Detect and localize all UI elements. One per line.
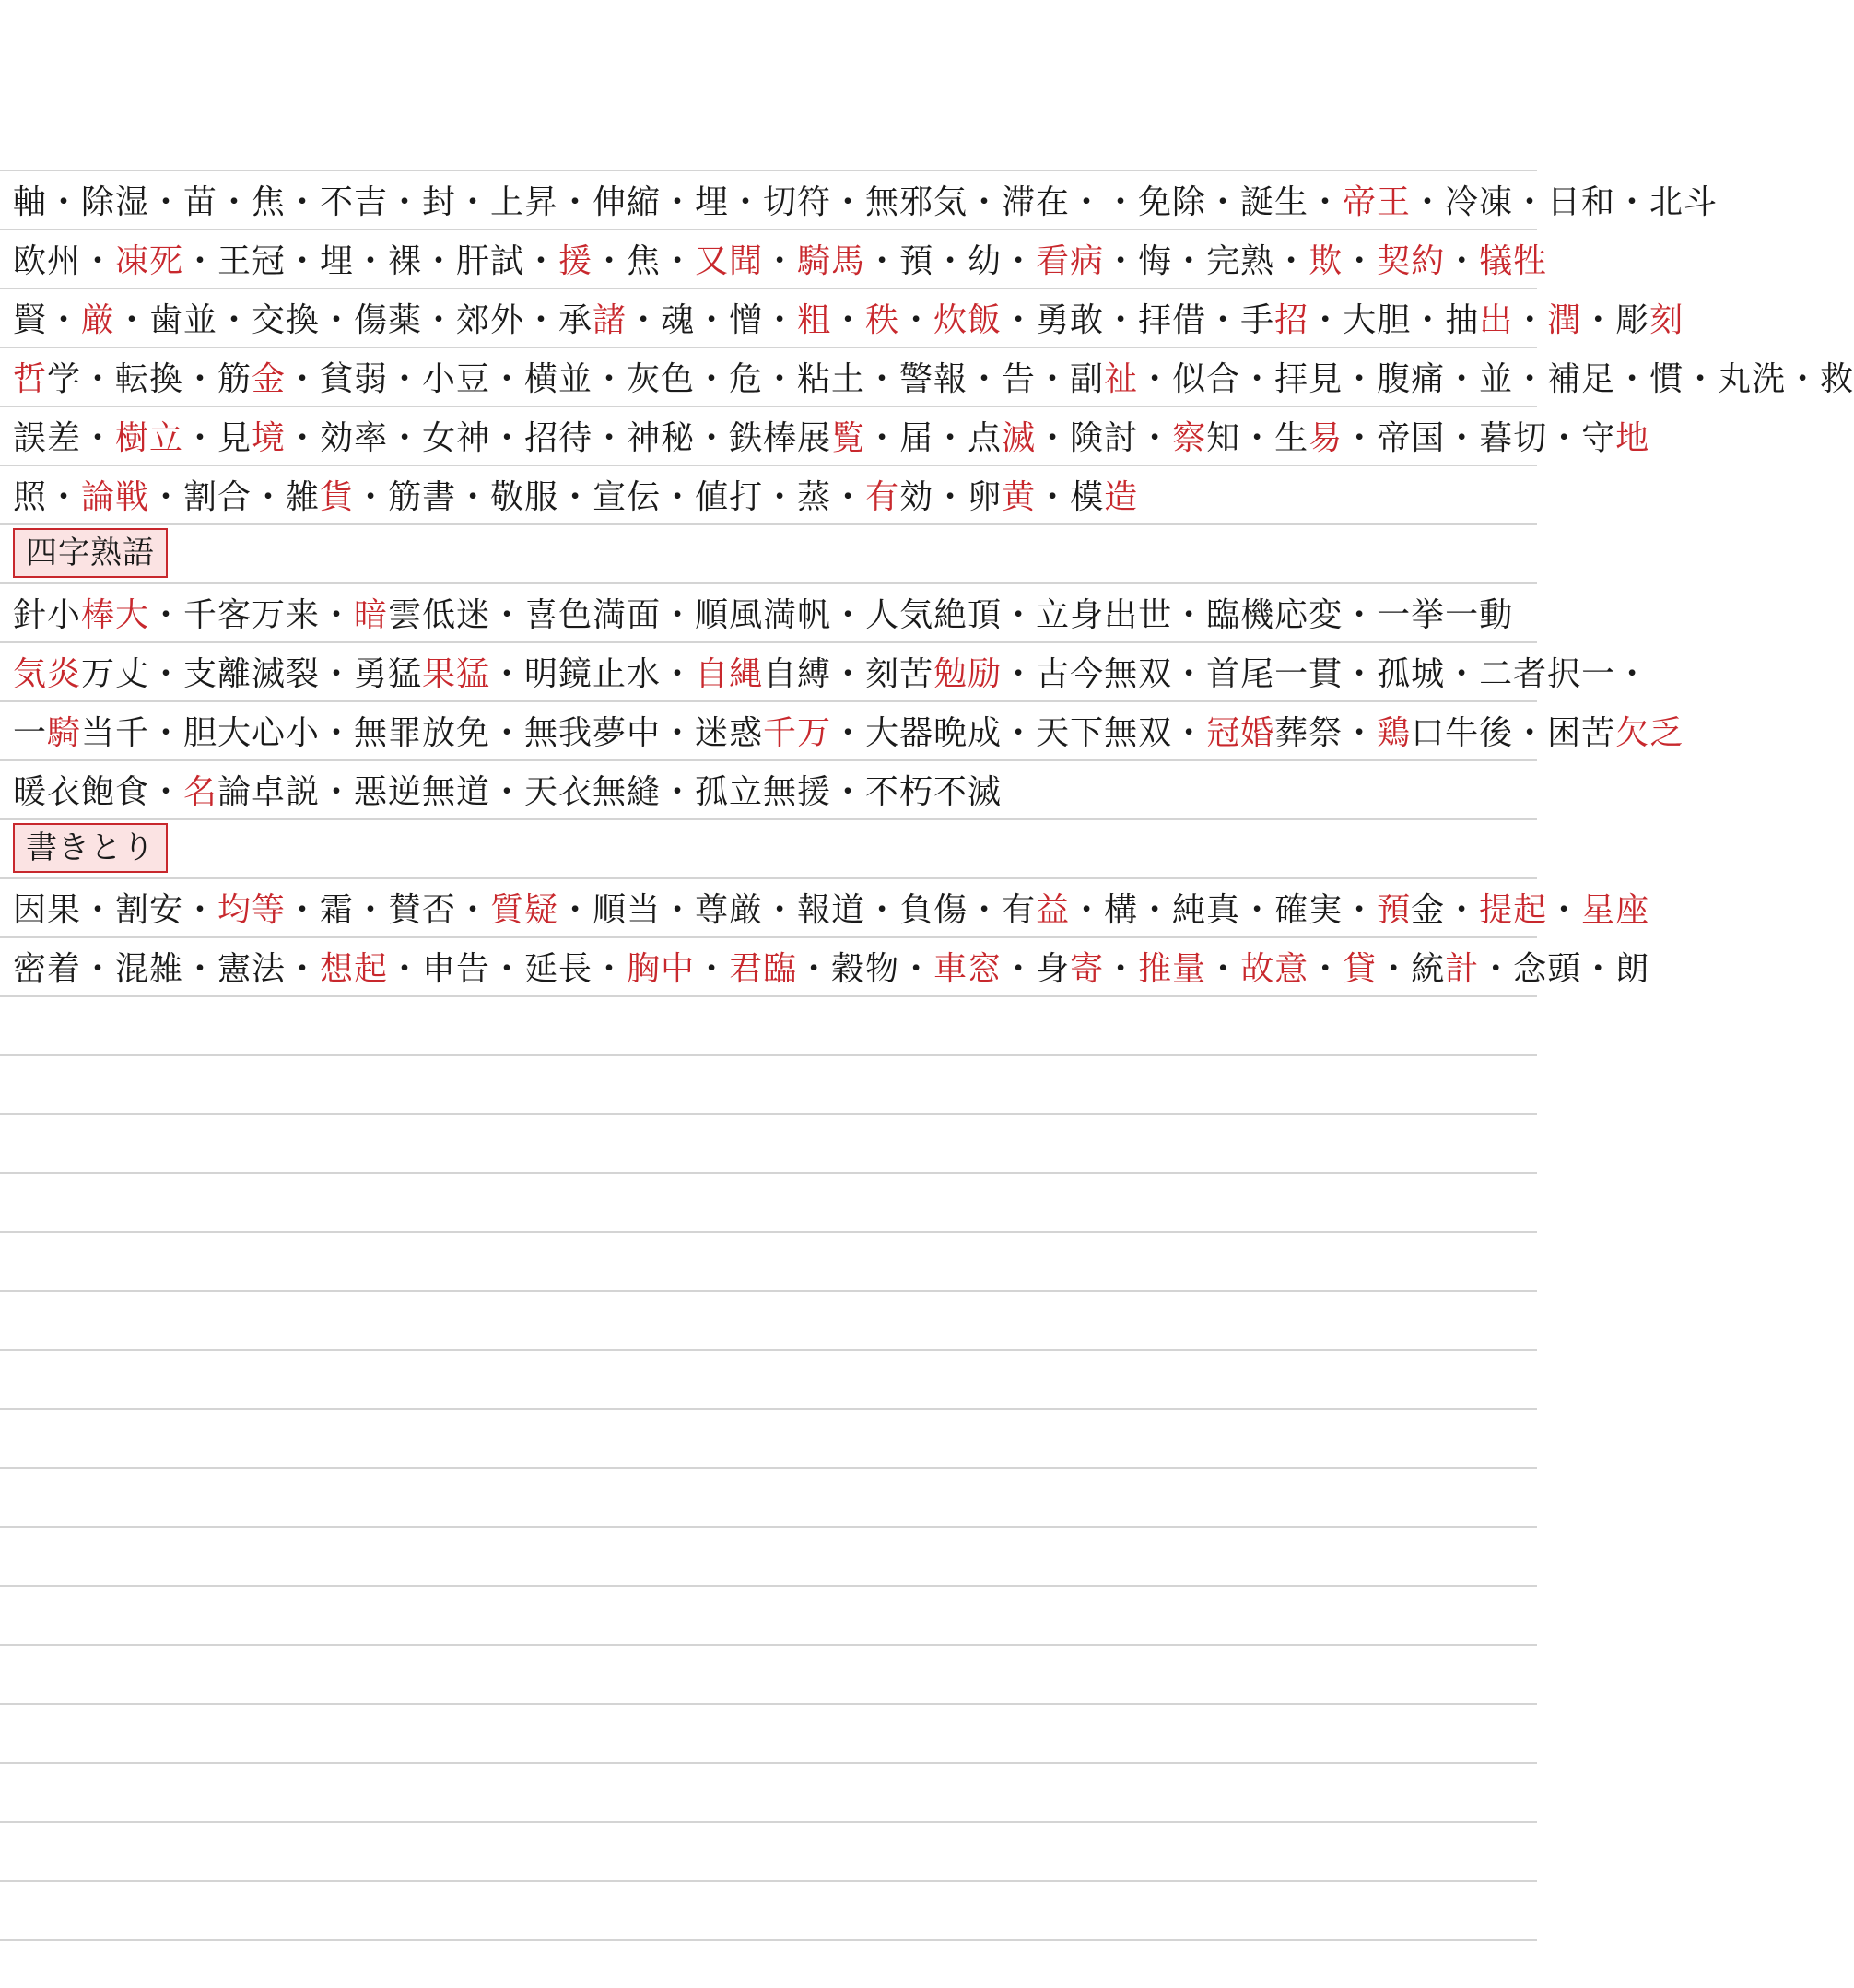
red-text-segment: 秩	[865, 300, 900, 339]
text-line	[0, 347, 1854, 406]
red-text-segment: 炊飯	[933, 300, 1003, 339]
section-heading-row	[0, 523, 1537, 582]
red-text-segment: 推量	[1138, 949, 1207, 988]
text-segment: 論卓説・悪逆無道・天衣無縫・孤立無援・不朽不滅	[217, 772, 1003, 811]
red-text-segment: 自縄	[695, 654, 764, 693]
section-label-yojijukugo: 四字熟語	[13, 528, 168, 578]
text-line	[0, 700, 1684, 759]
text-segment: ・古今無双・首尾一貫・孤城・二者択一・	[1002, 654, 1650, 693]
rule-line	[0, 1526, 1537, 1528]
text-segment: ・歯並・交換・傷薬・郊外・承	[115, 300, 593, 339]
red-text-segment: 預	[1377, 890, 1412, 929]
text-line	[0, 229, 1548, 288]
text-segment: ・	[1547, 890, 1582, 929]
text-segment: 一	[13, 713, 48, 752]
text-segment: ・	[763, 241, 798, 280]
text-segment: ・	[1308, 949, 1344, 988]
text-segment: 針小	[13, 595, 82, 634]
red-text-segment: 鶏	[1377, 713, 1412, 752]
red-text-segment: 境	[252, 418, 287, 457]
red-text-segment: 星座	[1581, 890, 1650, 929]
text-segment: 金・	[1411, 890, 1480, 929]
red-text-segment: 潤	[1547, 300, 1582, 339]
text-line	[0, 406, 1650, 465]
red-text-segment: 気炎	[13, 654, 82, 693]
red-text-segment: 哲	[13, 359, 48, 398]
red-text-segment: 寄	[1070, 949, 1105, 988]
rule-line	[0, 1467, 1537, 1469]
red-text-segment: 地	[1615, 418, 1650, 457]
red-text-segment: 胸中	[627, 949, 696, 988]
text-segment: ・	[831, 300, 866, 339]
text-line	[0, 759, 1537, 818]
text-segment: 自縛・刻苦	[763, 654, 934, 693]
red-text-segment: 招	[1274, 300, 1309, 339]
rule-line	[0, 1113, 1537, 1115]
text-segment: 欧州・	[13, 241, 116, 280]
text-segment: ・穀物・	[797, 949, 934, 988]
red-text-segment: 樹立	[115, 418, 184, 457]
red-text-segment: 騎	[47, 713, 82, 752]
text-segment: ・冷凍・日和・北斗	[1411, 182, 1719, 221]
red-text-segment: 滅	[1002, 418, 1037, 457]
red-text-segment: 故意	[1240, 949, 1309, 988]
red-text-segment: 君臨	[729, 949, 798, 988]
text-segment: 照・	[13, 477, 82, 516]
text-line	[0, 936, 1650, 995]
text-segment: ・	[1206, 949, 1241, 988]
rule-line	[0, 1585, 1537, 1587]
red-text-segment: 千万	[763, 713, 832, 752]
red-text-segment: 祉	[1104, 359, 1139, 398]
text-segment: ・順当・尊厳・報道・負傷・有	[558, 890, 1037, 929]
text-line	[0, 288, 1684, 347]
text-segment: ・	[1513, 300, 1548, 339]
text-segment: ・模	[1036, 477, 1105, 516]
text-segment: ・	[1104, 949, 1139, 988]
text-segment: ・	[899, 300, 934, 339]
red-text-segment: 果猛	[422, 654, 491, 693]
rule-line	[0, 1408, 1537, 1410]
rule-line	[0, 1290, 1537, 1292]
red-text-segment: 犠牲	[1479, 241, 1548, 280]
text-segment: ・構・純真・確実・	[1070, 890, 1378, 929]
text-segment: 口牛後・困苦	[1411, 713, 1616, 752]
rule-line	[0, 1762, 1537, 1764]
red-text-segment: 欠乏	[1615, 713, 1684, 752]
text-line	[0, 465, 1537, 523]
red-text-segment: 契約	[1377, 241, 1446, 280]
red-text-segment: 援	[558, 241, 593, 280]
text-segment: ・統	[1377, 949, 1446, 988]
text-segment: ・見	[183, 418, 252, 457]
rule-line	[0, 1054, 1537, 1056]
text-segment: ・勇敢・拝借・手	[1002, 300, 1275, 339]
text-segment: ・身	[1002, 949, 1071, 988]
section-heading-row	[0, 818, 1537, 877]
text-segment: ・王冠・埋・裸・肝試・	[183, 241, 559, 280]
text-segment: ・魂・憎・	[627, 300, 798, 339]
text-segment: ・	[1343, 241, 1378, 280]
red-text-segment: 造	[1104, 477, 1139, 516]
text-segment: ・帝国・暮切・守	[1343, 418, 1616, 457]
red-text-segment: 易	[1308, 418, 1344, 457]
red-text-segment: 凍死	[115, 241, 184, 280]
rule-line	[0, 1939, 1537, 1941]
text-segment: 葬祭・	[1274, 713, 1378, 752]
red-text-segment: 黄	[1002, 477, 1037, 516]
red-text-segment: 有	[865, 477, 900, 516]
text-segment: ・申告・延長・	[388, 949, 628, 988]
red-text-segment: 又聞	[695, 241, 764, 280]
text-line	[0, 641, 1650, 700]
rule-line	[0, 995, 1537, 997]
text-segment: 学・転換・筋	[47, 359, 252, 398]
red-text-segment: 騎馬	[797, 241, 866, 280]
red-text-segment: 看病	[1036, 241, 1105, 280]
text-segment: ・大胆・抽	[1308, 300, 1480, 339]
text-segment: 賢・	[13, 300, 82, 339]
red-text-segment: 均等	[217, 890, 287, 929]
red-text-segment: 欺	[1308, 241, 1344, 280]
text-line	[0, 170, 1719, 229]
red-text-segment: 暗	[354, 595, 389, 634]
text-segment: ・焦・	[593, 241, 696, 280]
red-text-segment: 論戦	[81, 477, 150, 516]
red-text-segment: 冠婚	[1206, 713, 1275, 752]
text-segment: ・彫	[1581, 300, 1650, 339]
red-text-segment: 計	[1445, 949, 1480, 988]
text-segment: ・効率・女神・招待・神秘・鉄棒展	[286, 418, 832, 457]
text-line	[0, 582, 1537, 641]
rule-line	[0, 1880, 1537, 1882]
text-segment: 因果・割安・	[13, 890, 218, 929]
red-text-segment: 金	[252, 359, 287, 398]
red-text-segment: 名	[183, 772, 218, 811]
section-label-kakitori: 書きとり	[13, 823, 168, 873]
rule-line	[0, 1644, 1537, 1646]
red-text-segment: 粗	[797, 300, 832, 339]
text-segment: ・割合・雑	[149, 477, 321, 516]
text-segment: 暖衣飽食・	[13, 772, 184, 811]
text-segment: ・筋書・敬服・宣伝・値打・蒸・	[354, 477, 866, 516]
red-text-segment: 帝王	[1343, 182, 1412, 221]
red-text-segment: 提起	[1479, 890, 1548, 929]
text-segment: ・大器晩成・天下無双・	[831, 713, 1207, 752]
rule-line	[0, 1703, 1537, 1705]
rule-line	[0, 1231, 1537, 1233]
text-segment: ・明鏡止水・	[490, 654, 696, 693]
text-segment: 雲低迷・喜色満面・順風満帆・人気絶頂・立身出世・臨機応変・一挙一動	[388, 595, 1514, 634]
text-segment: ・似合・拝見・腹痛・並・補足・慣・丸洗・救	[1138, 359, 1854, 398]
text-segment: 軸・除湿・苗・焦・不吉・封・上昇・伸縮・埋・切符・無邪気・滞在・・免除・誕生・	[13, 182, 1344, 221]
text-segment: ・預・幼・	[865, 241, 1037, 280]
text-segment: 知・生	[1206, 418, 1309, 457]
red-text-segment: 質疑	[490, 890, 559, 929]
text-segment: ・	[1445, 241, 1480, 280]
text-line	[0, 877, 1650, 936]
text-segment: ・	[695, 949, 730, 988]
text-segment: ・届・点	[865, 418, 1003, 457]
red-text-segment: 覧	[831, 418, 866, 457]
red-text-segment: 益	[1036, 890, 1071, 929]
red-text-segment: 貨	[320, 477, 355, 516]
red-text-segment: 勉励	[933, 654, 1003, 693]
text-segment: 当千・胆大心小・無罪放免・無我夢中・迷惑	[81, 713, 764, 752]
text-segment: 効・卵	[899, 477, 1003, 516]
red-text-segment: 厳	[81, 300, 116, 339]
text-segment: ・貧弱・小豆・横並・灰色・危・粘土・警報・告・副	[286, 359, 1105, 398]
text-segment: 万丈・支離滅裂・勇猛	[81, 654, 423, 693]
text-segment: 誤差・	[13, 418, 116, 457]
text-segment: 密着・混雑・憲法・	[13, 949, 321, 988]
red-text-segment: 貸	[1343, 949, 1378, 988]
red-text-segment: 察	[1172, 418, 1207, 457]
red-text-segment: 棒大	[81, 595, 150, 634]
text-segment: ・千客万来・	[149, 595, 355, 634]
text-segment: ・念頭・朗	[1479, 949, 1650, 988]
text-segment: ・険討・	[1036, 418, 1173, 457]
red-text-segment: 車窓	[933, 949, 1003, 988]
red-text-segment: 想起	[320, 949, 389, 988]
rule-line	[0, 1349, 1537, 1351]
rule-line	[0, 1821, 1537, 1823]
text-segment: ・悔・完熟・	[1104, 241, 1309, 280]
text-segment: ・霜・賛否・	[286, 890, 491, 929]
red-text-segment: 諸	[593, 300, 628, 339]
rule-line	[0, 1172, 1537, 1174]
red-text-segment: 刻	[1649, 300, 1684, 339]
red-text-segment: 出	[1479, 300, 1514, 339]
